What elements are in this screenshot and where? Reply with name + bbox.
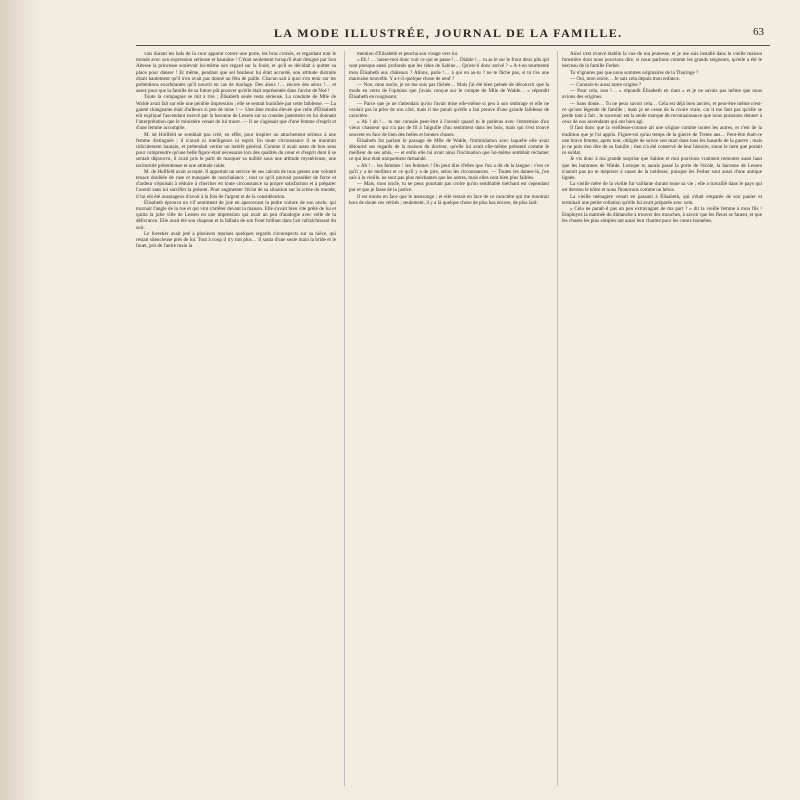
paragraph: « Eh ! … laisse-moi donc voir ce qui se passe !… Diable !… tu as le sur le front deux plis qui sont presque aussi profonds que les rides de Sabine… Qu'est-il donc arrivé ? » A-t-on tourmenté mon Élisabeth aux châteaux ? Allons, parle !… à qui en as-tu ? ne te fâche pas, si tu t'es une mauvaise nouvelle. Y a-t-il quelque chose de neuf ? [349, 57, 549, 82]
header-rule [136, 45, 770, 46]
text-column-3 [562, 51, 762, 786]
paragraph: Élisabeth fut parlant le passage de Mlle de Walde, l'intimidation avec laquelle elle avait détourné ses regards de la maison du docteur, qu'elle lui avait elle-même présenté comme le meilleur de ses amis, — et enfin elle lui avait ainsi l'inclination que lui-même semblait réclamer ce qui leur était uniquement demandé. [349, 137, 549, 163]
paragraph: — Mais, mon oncle, tu ne peux pourtant pas croire qu'un semblable méchant est cependant pur et que je fasse de la justice. [349, 181, 549, 194]
paragraph: Le forestier avait jeté à plusieurs reprises quelques regards circonspects sur sa nièce, qui restait silencieuse près de lui. Tout à coup il n'y tint plus… Il sauta d'une seule main la bride et le fouet, prit de l'autre main la [136, 230, 336, 250]
paragraph: Élisabeth éprouva un vif sentiment de joie en apercevant la petite voiture de son oncle, qui tournait l'angle de la rue et qui vint s'arrêter devant la maison. Elle s'avait bien vite prêté de lui et quitta la jolie ville de Lessen en une impression qui avait un peu d'analogie avec celle de la délivrance. Elle avait été son chapeau et la falbala de son front brillant dans l'air rafraîchissant du soir. [136, 199, 336, 231]
paragraph: — Oui, mon oncle… Je sais cela depuis mon enfance. [570, 75, 681, 82]
paragraph: Il faut donc que la vieillesse-connue ait une origine comme toutes les autres, et c'est de la tradition que je l'ai appris. Figure-toi qu'au temps de la guerre de Trente ans… Peut-être était-ce une brave femme, après tout, obligée de suivre son mari dans tous les hasards de la guerre ; mais je ne puis rien dire de sa famille ; rien n'a été conservé de leur histoire, sinon le nom que portait ce soldat. [562, 125, 762, 157]
paragraph: Il est moins en face que le mensonge ; et elle restait en face de ce caractère qui me montrait hors de doute ces vérités ; seulement, il y a là quelque chose de plus bas encore, de plus laid. [349, 193, 549, 206]
paragraph: vais durant les bals de la cour apparut contre une porte, les bras croisés, et regardant tout le monde avec son expression sérieuse et hautaine ! C'était seulement lorsqu'il était désigné par Son Altesse la princesse soulevait lui-même son regard sur la foule, et qu'il se décidait à quitter sa place pour danser ! Et même, pendant que sel bonheur lui était accordé, son attitude distraite disait hautement qu'il n'en avait pas donné un fétu de paille. Chacun sait à quoi s'en tenir sur les prétentions exorbitantes qu'il nourrit en cas de mariage. Des aïeux !… encore des aïeux !… et assez pour que la famille de sa future pût prouver qu'elle était représentée dans l'arche de Noé ! [136, 51, 336, 95]
paragraph: Toute la compagnie se mit à rire ; Élisabeth seule resta sérieuse. La conduite de Mlle de Walde avait fait sur elle une pénible impression ; elle se sentait humiliée par cette faiblesse. — La gaieté changeante était d'ailleurs si peu de mise ! — Une âme moins élevée que celle d'Élisabeth eût expliqué l'ascendant exercé par la baronne de Lessen sur sa cousine justement en lui donnant l'interprétation que le ministère venait de lui tracer. — Il ne s'agissait que d'une femme d'esprit et d'une femme accomplie. [136, 94, 336, 132]
paragraph: « Ah !… les femmes ! les femmes ! On peut dire d'elles que l'on a dit de la langue : c'est ce qu'il y a de meilleur et ce qu'il y a de pire, selon les circonstances. — Toutes les dames-là, j'en sais à la vieille, ne sont pas plus méchantes que les autres, mais elles sont bien plus faibles. [349, 162, 549, 182]
journal-title: LA MODE ILLUSTRÉE, JOURNAL DE LA FAMILLE. [274, 26, 623, 40]
column-divider [557, 51, 558, 786]
paragraph: — Non, mon oncle, je ne me suis pas fâchée… Mais j'ai été bien peinée de découvrir que la mode en vertu de l'opinion que j'avais conçue sur le compte de Mlle de Walde… » répondit Élisabeth en rougissant. [349, 82, 549, 101]
paragraph: Je vis donc à ma grande surprise que Sabine et moi pouvions vraiment remonter aussi haut que les baronnes de Walde. Lorsque tu aurais passé la porte de l'école, la baronne de Lessen n'aurait pas pu te mépriser à cause de la noblesse, puisque les Ferber sont aussi d'une antique lignée. [562, 156, 762, 182]
paragraph: mention d'Élisabeth et pencha son visage vers lui. [357, 51, 459, 57]
paragraph: « Ah ! ah !… tu me connais peut-être à l'avenir quand tu le parleras avec l'entremise d'un vieux chasseur qui n'a pas de fil à l'aiguille d'un sentiment dans les bois, mais qui s'est trouvé souvent en face de bien des belles et bonnes choses. [349, 119, 549, 138]
paragraph: La vieille ménagère venait en passant à Élisabeth, qui s'était emparée de son panier et terminait une petite collation qu'elle lui avait préparée avec soin. [562, 193, 762, 206]
paragraph: Tu n'ignores pas que nous sommes originaires de la Thuringe ? [570, 69, 699, 76]
page-number: 63 [753, 26, 764, 38]
running-header [104, 26, 764, 40]
paragraph: M. de Hollfeld avait accepté. Il apportait un service de ses calculs de tous genres une volonté tenace doublée de ruse et masquée de nonchalance ; tout ce qu'il pouvait posséder de force et d'ardeur s'épuisait à réduire à chercher en toute circonstance sa propre satisfaction et à préparer l'avenir sans lui sacrifier la présent. Pour augmenter l'éclat de sa situation sur la scène du monde, il lui eût été avantageux d'avoir à la fois de l'argent et de la considération. [136, 168, 336, 200]
paragraph: Ainsi s'est trouvé établie la vue de ma jeunesse, et je me suis installé dans la vieille maison forestière dont nous pouvions dire, si nous parlions comme les grands seigneurs, qu'elle a été le berceau de la famille Ferber. [562, 51, 762, 70]
column-divider [344, 51, 345, 786]
paragraph: — Sans doute… Tu ne peux savoir cela… Cela est déjà bien ancien, et peut-être même n'est-ce qu'une légende de famille ; mais je ne cesse de la croire vraie, car il me faut pas qu'elle se perde tout à fait ; le souvenir est la seule marque de reconnaissance que nous puissions donner à ceux de nos ascendants qui ont bien agi. [562, 100, 762, 126]
text-column-2 [349, 51, 549, 786]
paragraph: « Cela ne paraît-il pas un peu extravagant de ma part ? » dit la vieille femme à mon fils ! Employez la matinée du dimanche à trouver des mouches, à savoir que les fleurs se fanent, et que les choses les plus simples ont aussi leur charme pour les cœurs honnêtes. [562, 206, 762, 225]
paragraph: — Connais-tu aussi notre origine ? [570, 82, 642, 89]
page-gutter-shadow [0, 0, 40, 800]
paragraph: M. de Hollfeld se semblait pas créé, en effet, pour inspirer un attachement sérieux à une femme distinguée ; il n'avait ni intelligence ni esprit. En toute circonstance il se montrait ridiculement hautain, et prétendait vertier un intérêt général. Comme il avait assez de bon sens pour comprendre qu'une belle figure était nécessaire lors des qualités du cœur et d'esprit dont il se sentait dépourvu, il avait pris le parti de masquer sa nullité sous une attitude mystérieuse, une taciturnité prétentieuse et une attitude raide. [136, 131, 336, 169]
paragraph: — Pour cela, non !… » répondit Élisabeth en riant « et je ne savais pas même que nous avions des origines. [562, 88, 762, 101]
text-column-1 [136, 51, 336, 786]
paragraph: — Parce que je ne t'attendais qu'on l'avait mise elle-même si peu à son ombrage et elle ne voulait pas la prier de son côté, mais il me paraît qu'elle a fait preuve d'une grande faiblesse de caractère. [349, 100, 549, 120]
paragraph: La vieille mère de la vieille fut vaillante durant toute sa vie ; elle a travaillé dans le pays qui est devenu le nôtre et nous l'honorons comme un héros. [562, 181, 762, 194]
